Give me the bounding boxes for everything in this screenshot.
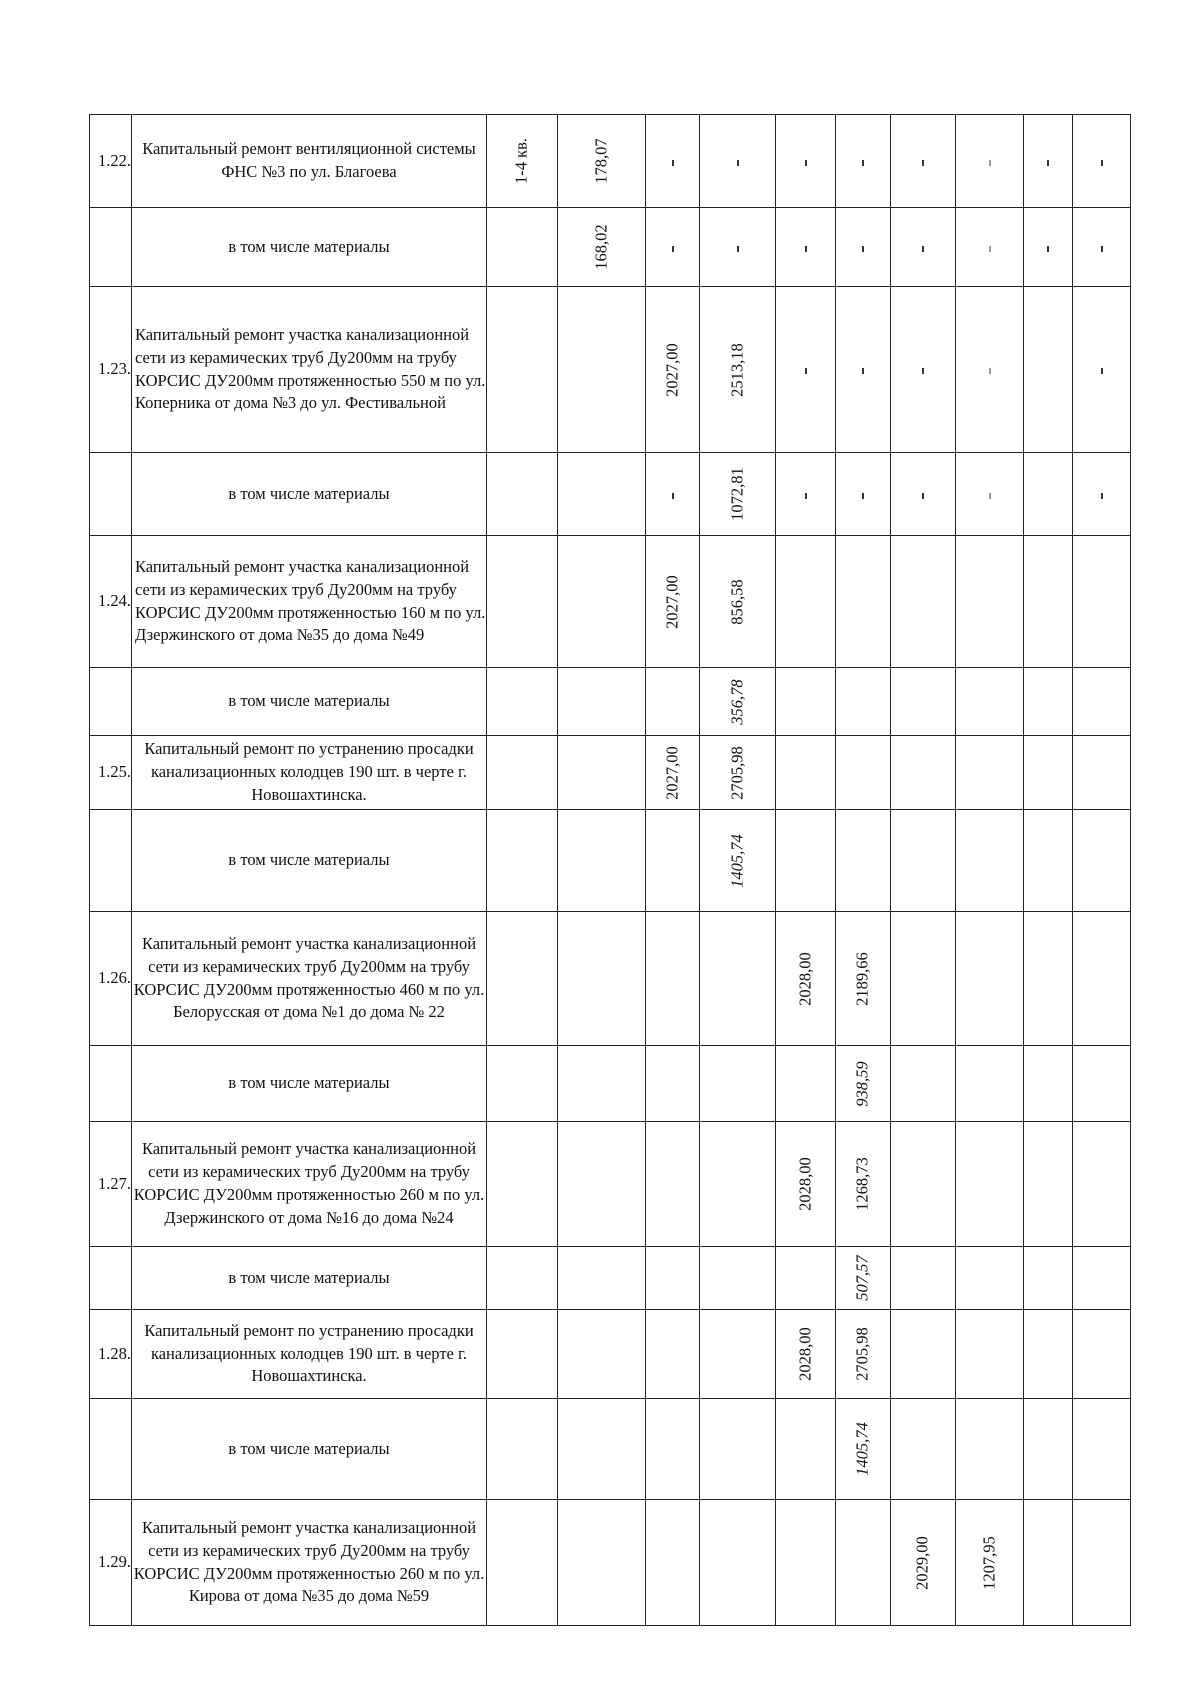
empty-cell — [558, 912, 646, 1046]
empty-cell — [487, 810, 558, 912]
empty-cell — [487, 912, 558, 1046]
empty-cell — [1073, 208, 1131, 287]
empty-cell — [487, 208, 558, 287]
empty-cell — [1073, 1247, 1131, 1310]
row-number — [90, 668, 132, 736]
empty-cell — [646, 810, 700, 912]
table-row — [90, 1046, 1131, 1122]
empty-cell — [558, 1310, 646, 1399]
empty-cell — [1073, 453, 1131, 536]
empty-cell — [487, 453, 558, 536]
value-cell — [700, 536, 776, 668]
value-cell — [776, 912, 836, 1046]
row-number: 1.29. — [90, 1500, 132, 1626]
cost-value: 1207,95 — [979, 1535, 999, 1590]
table-row — [90, 1247, 1131, 1310]
empty-cell — [1024, 1046, 1073, 1122]
value-cell — [646, 736, 700, 810]
empty-cell — [1073, 736, 1131, 810]
empty-cell — [956, 1310, 1024, 1399]
empty-cell — [646, 208, 700, 287]
empty-cell — [1024, 1310, 1073, 1399]
empty-cell — [646, 912, 700, 1046]
table-row — [90, 287, 1131, 453]
materials-value: 168,02 — [591, 224, 611, 270]
work-description: Капитальный ремонт участка канализационной сети из керамических труб Ду200мм на трубу КОРСИС ДУ200мм протяженностью 550 м по ул. Коперника от дома №3 до ул. Фестивальной — [132, 287, 487, 453]
empty-cell — [891, 208, 956, 287]
table-row — [90, 736, 1131, 810]
materials-value: 507,57 — [852, 1255, 872, 1301]
dash-mark — [1047, 160, 1049, 166]
value-cell — [700, 668, 776, 736]
empty-cell — [646, 1247, 700, 1310]
dash-mark — [989, 368, 991, 374]
empty-cell — [1024, 1247, 1073, 1310]
dash-mark — [672, 160, 674, 166]
empty-cell — [891, 1247, 956, 1310]
empty-cell — [646, 453, 700, 536]
period-value: 1-4 кв. — [511, 137, 531, 185]
period-cell — [487, 115, 558, 208]
empty-cell — [956, 536, 1024, 668]
empty-cell — [646, 115, 700, 208]
empty-cell — [646, 668, 700, 736]
empty-cell — [891, 912, 956, 1046]
empty-cell — [646, 1500, 700, 1626]
empty-cell — [956, 1122, 1024, 1247]
empty-cell — [776, 1500, 836, 1626]
dash-mark — [989, 493, 991, 499]
empty-cell — [956, 453, 1024, 536]
empty-cell — [700, 1399, 776, 1500]
year-value: 2028,00 — [795, 1157, 815, 1211]
row-number — [90, 1046, 132, 1122]
table-row — [90, 668, 1131, 736]
work-description: Капитальный ремонт участка канализационной сети из керамических труб Ду200мм на трубу КОРСИС ДУ200мм протяженностью 160 м по ул. Дзержинского от дома №35 до дома №49 — [132, 536, 487, 668]
empty-cell — [956, 208, 1024, 287]
empty-cell — [700, 1310, 776, 1399]
empty-cell — [891, 536, 956, 668]
empty-cell — [776, 1247, 836, 1310]
cost-value: 178,07 — [591, 138, 611, 184]
row-number — [90, 1247, 132, 1310]
empty-cell — [646, 1122, 700, 1247]
year-value: 2027,00 — [662, 745, 682, 800]
work-description: в том числе материалы — [132, 1247, 487, 1310]
empty-cell — [776, 453, 836, 536]
dash-mark — [805, 493, 807, 499]
value-cell — [700, 287, 776, 453]
cost-value: 2189,66 — [852, 951, 872, 1006]
work-description: в том числе материалы — [132, 668, 487, 736]
empty-cell — [956, 287, 1024, 453]
table-row — [90, 1310, 1131, 1399]
value-cell — [836, 912, 891, 1046]
empty-cell — [956, 912, 1024, 1046]
empty-cell — [1024, 115, 1073, 208]
dash-mark — [1101, 493, 1103, 499]
value-cell — [956, 1500, 1024, 1626]
empty-cell — [1024, 668, 1073, 736]
cost-value: 2513,18 — [727, 342, 747, 397]
value-cell — [646, 287, 700, 453]
row-number: 1.24. — [90, 536, 132, 668]
empty-cell — [956, 115, 1024, 208]
value-cell — [836, 1399, 891, 1500]
empty-cell — [776, 536, 836, 668]
dash-mark — [922, 368, 924, 374]
empty-cell — [487, 668, 558, 736]
work-description: Капитальный ремонт вентиляционной системы ФНС №3 по ул. Благоева — [132, 115, 487, 208]
cost-value: 1268,73 — [852, 1157, 872, 1211]
empty-cell — [891, 1399, 956, 1500]
empty-cell — [700, 208, 776, 287]
empty-cell — [1073, 1500, 1131, 1626]
empty-cell — [776, 115, 836, 208]
empty-cell — [836, 736, 891, 810]
empty-cell — [836, 208, 891, 287]
empty-cell — [836, 536, 891, 668]
materials-value: 1405,74 — [727, 833, 747, 888]
empty-cell — [487, 1046, 558, 1122]
empty-cell — [836, 453, 891, 536]
empty-cell — [487, 1399, 558, 1500]
empty-cell — [558, 668, 646, 736]
work-description: в том числе материалы — [132, 1046, 487, 1122]
empty-cell — [1024, 1500, 1073, 1626]
table-row — [90, 536, 1131, 668]
empty-cell — [836, 115, 891, 208]
empty-cell — [558, 1399, 646, 1500]
empty-cell — [956, 668, 1024, 736]
row-number — [90, 810, 132, 912]
dash-mark — [922, 246, 924, 252]
empty-cell — [558, 1500, 646, 1626]
empty-cell — [891, 1046, 956, 1122]
year-value: 2027,00 — [662, 574, 682, 629]
empty-cell — [558, 736, 646, 810]
empty-cell — [776, 208, 836, 287]
cost-value: 2705,98 — [852, 1327, 872, 1381]
value-cell — [776, 1122, 836, 1247]
empty-cell — [956, 1046, 1024, 1122]
empty-cell — [1024, 810, 1073, 912]
dash-mark — [862, 246, 864, 252]
empty-cell — [487, 1122, 558, 1247]
work-description: в том числе материалы — [132, 208, 487, 287]
row-number: 1.23. — [90, 287, 132, 453]
row-number: 1.27. — [90, 1122, 132, 1247]
empty-cell — [487, 1500, 558, 1626]
year-value: 2027,00 — [662, 342, 682, 397]
row-number: 1.25. — [90, 736, 132, 810]
table-row — [90, 115, 1131, 208]
empty-cell — [1073, 1122, 1131, 1247]
empty-cell — [1073, 115, 1131, 208]
dash-mark — [862, 493, 864, 499]
row-number — [90, 208, 132, 287]
empty-cell — [700, 1046, 776, 1122]
empty-cell — [558, 453, 646, 536]
dash-mark — [737, 160, 739, 166]
empty-cell — [700, 912, 776, 1046]
empty-cell — [558, 287, 646, 453]
empty-cell — [487, 536, 558, 668]
work-description: Капитальный ремонт по устранению просадки канализационных колодцев 190 шт. в черте г. Новошахтинска. — [132, 1310, 487, 1399]
empty-cell — [776, 287, 836, 453]
dash-mark — [989, 160, 991, 166]
empty-cell — [487, 736, 558, 810]
empty-cell — [700, 115, 776, 208]
empty-cell — [1024, 912, 1073, 1046]
materials-value: 1072,81 — [727, 467, 747, 521]
empty-cell — [836, 810, 891, 912]
dash-mark — [1101, 368, 1103, 374]
work-description: Капитальный ремонт участка канализационной сети из керамических труб Ду200мм на трубу КОРСИС ДУ200мм протяженностью 260 м по ул. Кирова от дома №35 до дома №59 — [132, 1500, 487, 1626]
dash-mark — [737, 246, 739, 252]
empty-cell — [1024, 536, 1073, 668]
work-description: в том числе материалы — [132, 1399, 487, 1500]
work-description: Капитальный ремонт участка канализационной сети из керамических труб Ду200мм на трубу КОРСИС ДУ200мм протяженностью 260 м по ул. Дзержинского от дома №16 до дома №24 — [132, 1122, 487, 1247]
empty-cell — [558, 810, 646, 912]
value-cell — [700, 810, 776, 912]
empty-cell — [487, 287, 558, 453]
year-value: 2028,00 — [795, 951, 815, 1006]
table-row — [90, 810, 1131, 912]
empty-cell — [956, 1247, 1024, 1310]
dash-mark — [922, 160, 924, 166]
dash-mark — [1047, 246, 1049, 252]
value-cell — [836, 1122, 891, 1247]
empty-cell — [956, 1399, 1024, 1500]
year-value: 2029,00 — [912, 1535, 932, 1590]
work-description: Капитальный ремонт по устранению просадки канализационных колодцев 190 шт. в черте г. Новошахтинска. — [132, 736, 487, 810]
dash-mark — [862, 160, 864, 166]
dash-mark — [1101, 160, 1103, 166]
empty-cell — [1073, 536, 1131, 668]
work-description: Капитальный ремонт участка канализационной сети из керамических труб Ду200мм на трубу КОРСИС ДУ200мм протяженностью 460 м по ул. Белорусская от дома №1 до дома № 22 — [132, 912, 487, 1046]
cost-value: 2705,98 — [727, 745, 747, 800]
table-row — [90, 912, 1131, 1046]
empty-cell — [891, 810, 956, 912]
value-cell — [646, 536, 700, 668]
empty-cell — [1073, 1399, 1131, 1500]
empty-cell — [558, 1046, 646, 1122]
empty-cell — [891, 115, 956, 208]
empty-cell — [1024, 453, 1073, 536]
table-row — [90, 1122, 1131, 1247]
empty-cell — [1024, 287, 1073, 453]
empty-cell — [558, 1247, 646, 1310]
empty-cell — [646, 1310, 700, 1399]
empty-cell — [776, 1399, 836, 1500]
empty-cell — [836, 668, 891, 736]
materials-value: 938,59 — [852, 1060, 872, 1107]
dash-mark — [922, 493, 924, 499]
empty-cell — [1073, 912, 1131, 1046]
value-cell — [558, 115, 646, 208]
dash-mark — [1101, 246, 1103, 252]
empty-cell — [1024, 1122, 1073, 1247]
dash-mark — [672, 246, 674, 252]
value-cell — [700, 453, 776, 536]
empty-cell — [487, 1310, 558, 1399]
row-number: 1.26. — [90, 912, 132, 1046]
value-cell — [836, 1046, 891, 1122]
empty-cell — [956, 810, 1024, 912]
empty-cell — [700, 1500, 776, 1626]
dash-mark — [805, 246, 807, 252]
empty-cell — [558, 1122, 646, 1247]
empty-cell — [1024, 208, 1073, 287]
empty-cell — [1073, 1310, 1131, 1399]
work-description: в том числе материалы — [132, 810, 487, 912]
empty-cell — [891, 287, 956, 453]
empty-cell — [1073, 810, 1131, 912]
empty-cell — [776, 668, 836, 736]
empty-cell — [487, 1247, 558, 1310]
empty-cell — [700, 1247, 776, 1310]
materials-value: 1405,74 — [852, 1422, 872, 1476]
empty-cell — [891, 668, 956, 736]
empty-cell — [776, 1046, 836, 1122]
dash-mark — [805, 160, 807, 166]
empty-cell — [1024, 1399, 1073, 1500]
empty-cell — [956, 736, 1024, 810]
work-description: в том числе материалы — [132, 453, 487, 536]
empty-cell — [776, 810, 836, 912]
empty-cell — [776, 736, 836, 810]
row-number — [90, 453, 132, 536]
empty-cell — [836, 1500, 891, 1626]
dash-mark — [805, 368, 807, 374]
investment-program-table — [89, 114, 1131, 1626]
row-number: 1.22. — [90, 115, 132, 208]
empty-cell — [646, 1046, 700, 1122]
value-cell — [558, 208, 646, 287]
year-value: 2028,00 — [795, 1327, 815, 1381]
dash-mark — [989, 246, 991, 252]
empty-cell — [558, 536, 646, 668]
empty-cell — [1073, 1046, 1131, 1122]
table-row — [90, 1500, 1131, 1626]
row-number — [90, 1399, 132, 1500]
value-cell — [836, 1247, 891, 1310]
empty-cell — [891, 736, 956, 810]
row-number: 1.28. — [90, 1310, 132, 1399]
cost-value: 856,58 — [727, 578, 747, 625]
table-row — [90, 1399, 1131, 1500]
table-row — [90, 453, 1131, 536]
empty-cell — [836, 287, 891, 453]
empty-cell — [700, 1122, 776, 1247]
empty-cell — [1073, 668, 1131, 736]
empty-cell — [891, 453, 956, 536]
value-cell — [836, 1310, 891, 1399]
table-row — [90, 208, 1131, 287]
empty-cell — [646, 1399, 700, 1500]
empty-cell — [891, 1310, 956, 1399]
value-cell — [891, 1500, 956, 1626]
empty-cell — [891, 1122, 956, 1247]
value-cell — [700, 736, 776, 810]
empty-cell — [1073, 287, 1131, 453]
dash-mark — [862, 368, 864, 374]
empty-cell — [1024, 736, 1073, 810]
materials-value: 356,78 — [727, 678, 747, 725]
dash-mark — [672, 493, 674, 499]
value-cell — [776, 1310, 836, 1399]
